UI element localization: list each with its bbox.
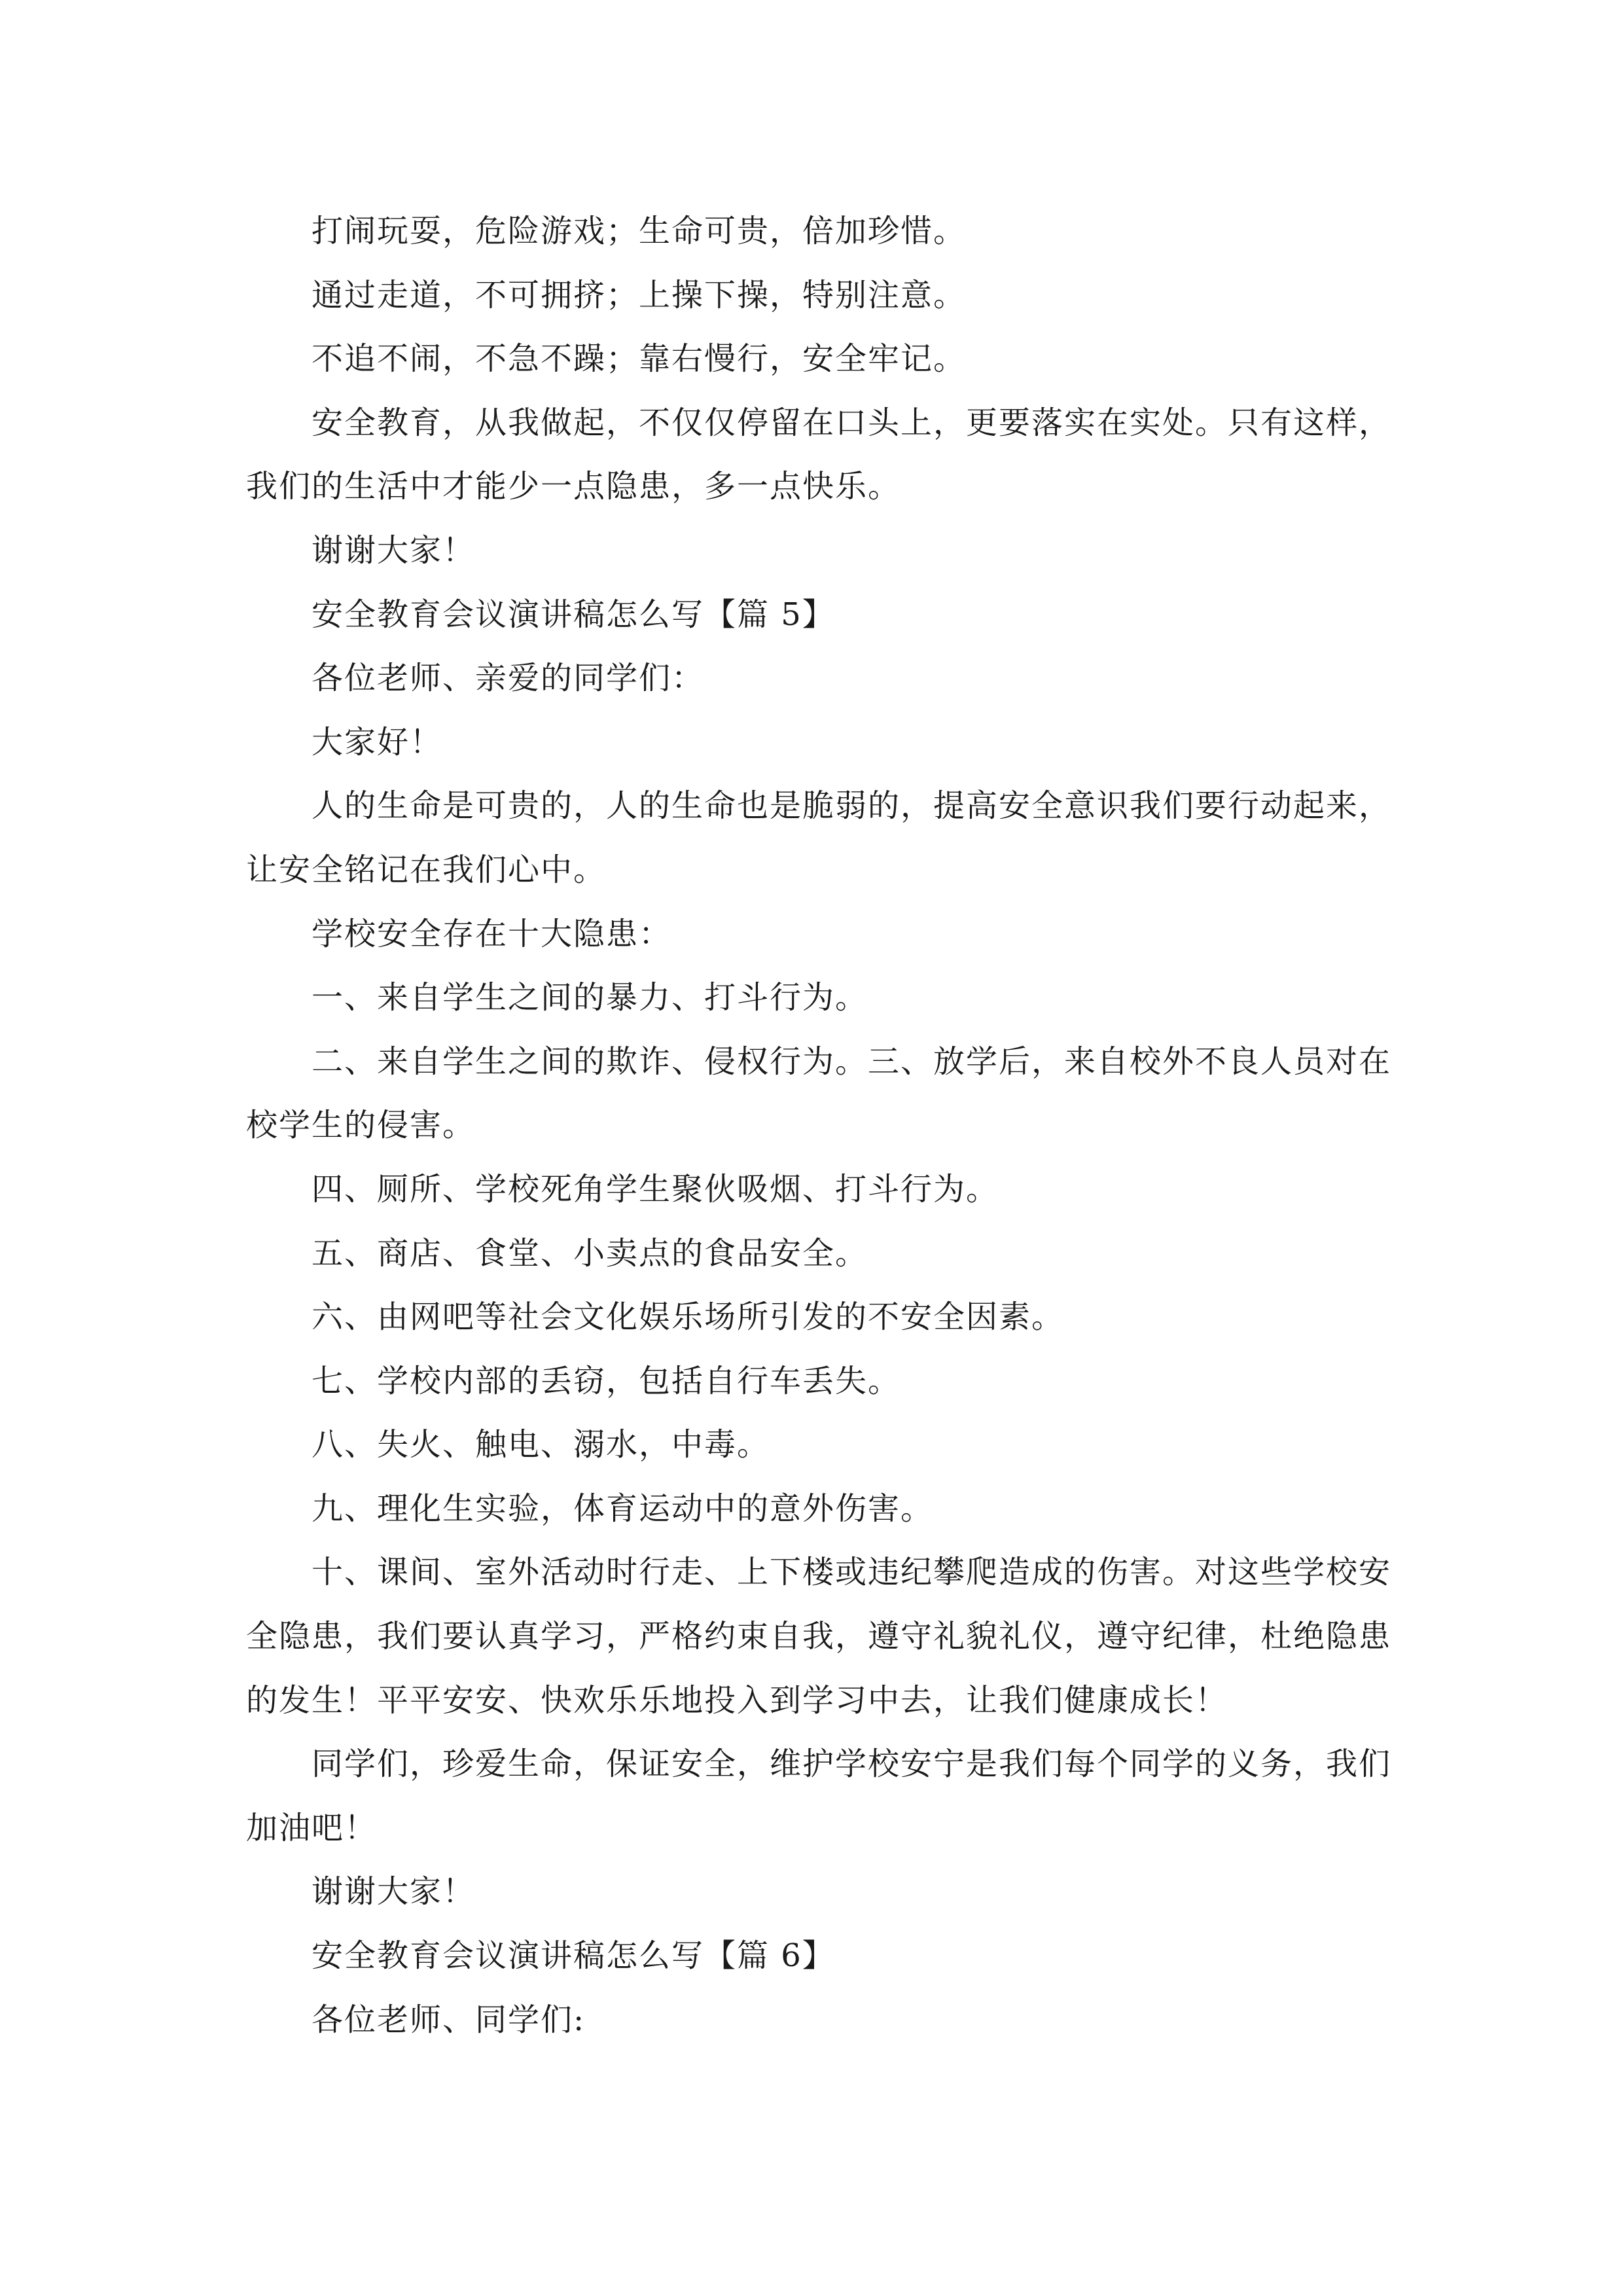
closing-thanks: 谢谢大家！ (312, 531, 476, 569)
paragraph: 通过走道，不可拥挤；上操下操，特别注意。 (312, 276, 967, 314)
list-item: 十、课间、室外活动时行走、上下楼或违纪攀爬造成的伤害。对这些学校安全隐患，我们要认真学习，严格约束自我，遵守礼貌礼仪，遵守纪律，杜绝隐患的发生！平平安安、快欢乐乐地投入到学习中去，让我们健康成长！ (246, 1554, 1392, 1719)
list-item: 一、来自学生之间的暴力、打斗行为。 (312, 979, 868, 1016)
salutation: 各位老师、亲爱的同学们： (312, 660, 705, 697)
list-item: 二、来自学生之间的欺诈、侵权行为。三、放学后，来自校外不良人员对在校学生的侵害。 (246, 1043, 1392, 1144)
list-item: 八、失火、触电、溺水，中毒。 (312, 1426, 770, 1463)
paragraph: 安全教育，从我做起，不仅仅停留在口头上，更要落实在实处。只有这样，我们的生活中才能少一点隐患，多一点快乐。 (246, 404, 1392, 505)
document-body (246, 200, 1391, 2052)
list-item: 五、商店、食堂、小卖点的食品安全。 (312, 1234, 868, 1272)
list-item: 四、厕所、学校死角学生聚伙吸烟、打斗行为。 (312, 1170, 999, 1208)
paragraph: 人的生命是可贵的，人的生命也是脆弱的，提高安全意识我们要行动起来，让安全铭记在我们心中。 (246, 787, 1392, 888)
section-heading: 安全教育会议演讲稿怎么写【篇 6】 (312, 1937, 835, 1975)
greeting: 大家好！ (312, 723, 443, 761)
paragraph: 学校安全存在十大隐患： (312, 915, 672, 952)
list-item: 九、理化生实验，体育运动中的意外伤害。 (312, 1490, 934, 1527)
paragraph: 打闹玩耍，危险游戏；生命可贵，倍加珍惜。 (312, 213, 967, 249)
salutation: 各位老师、同学们: (312, 2001, 586, 2038)
list-item: 六、由网吧等社会文化娱乐场所引发的不安全因素。 (312, 1299, 1065, 1336)
section-heading: 安全教育会议演讲稿怎么写【篇 5】 (312, 596, 835, 633)
paragraph: 不追不闹，不急不躁；靠右慢行，安全牢记。 (312, 340, 967, 378)
paragraph: 同学们，珍爱生命，保证安全，维护学校安宁是我们每个同学的义务，我们加油吧！ (246, 1746, 1392, 1846)
closing-thanks: 谢谢大家！ (312, 1873, 476, 1910)
list-item: 七、学校内部的丢窃，包括自行车丢失。 (312, 1362, 901, 1399)
